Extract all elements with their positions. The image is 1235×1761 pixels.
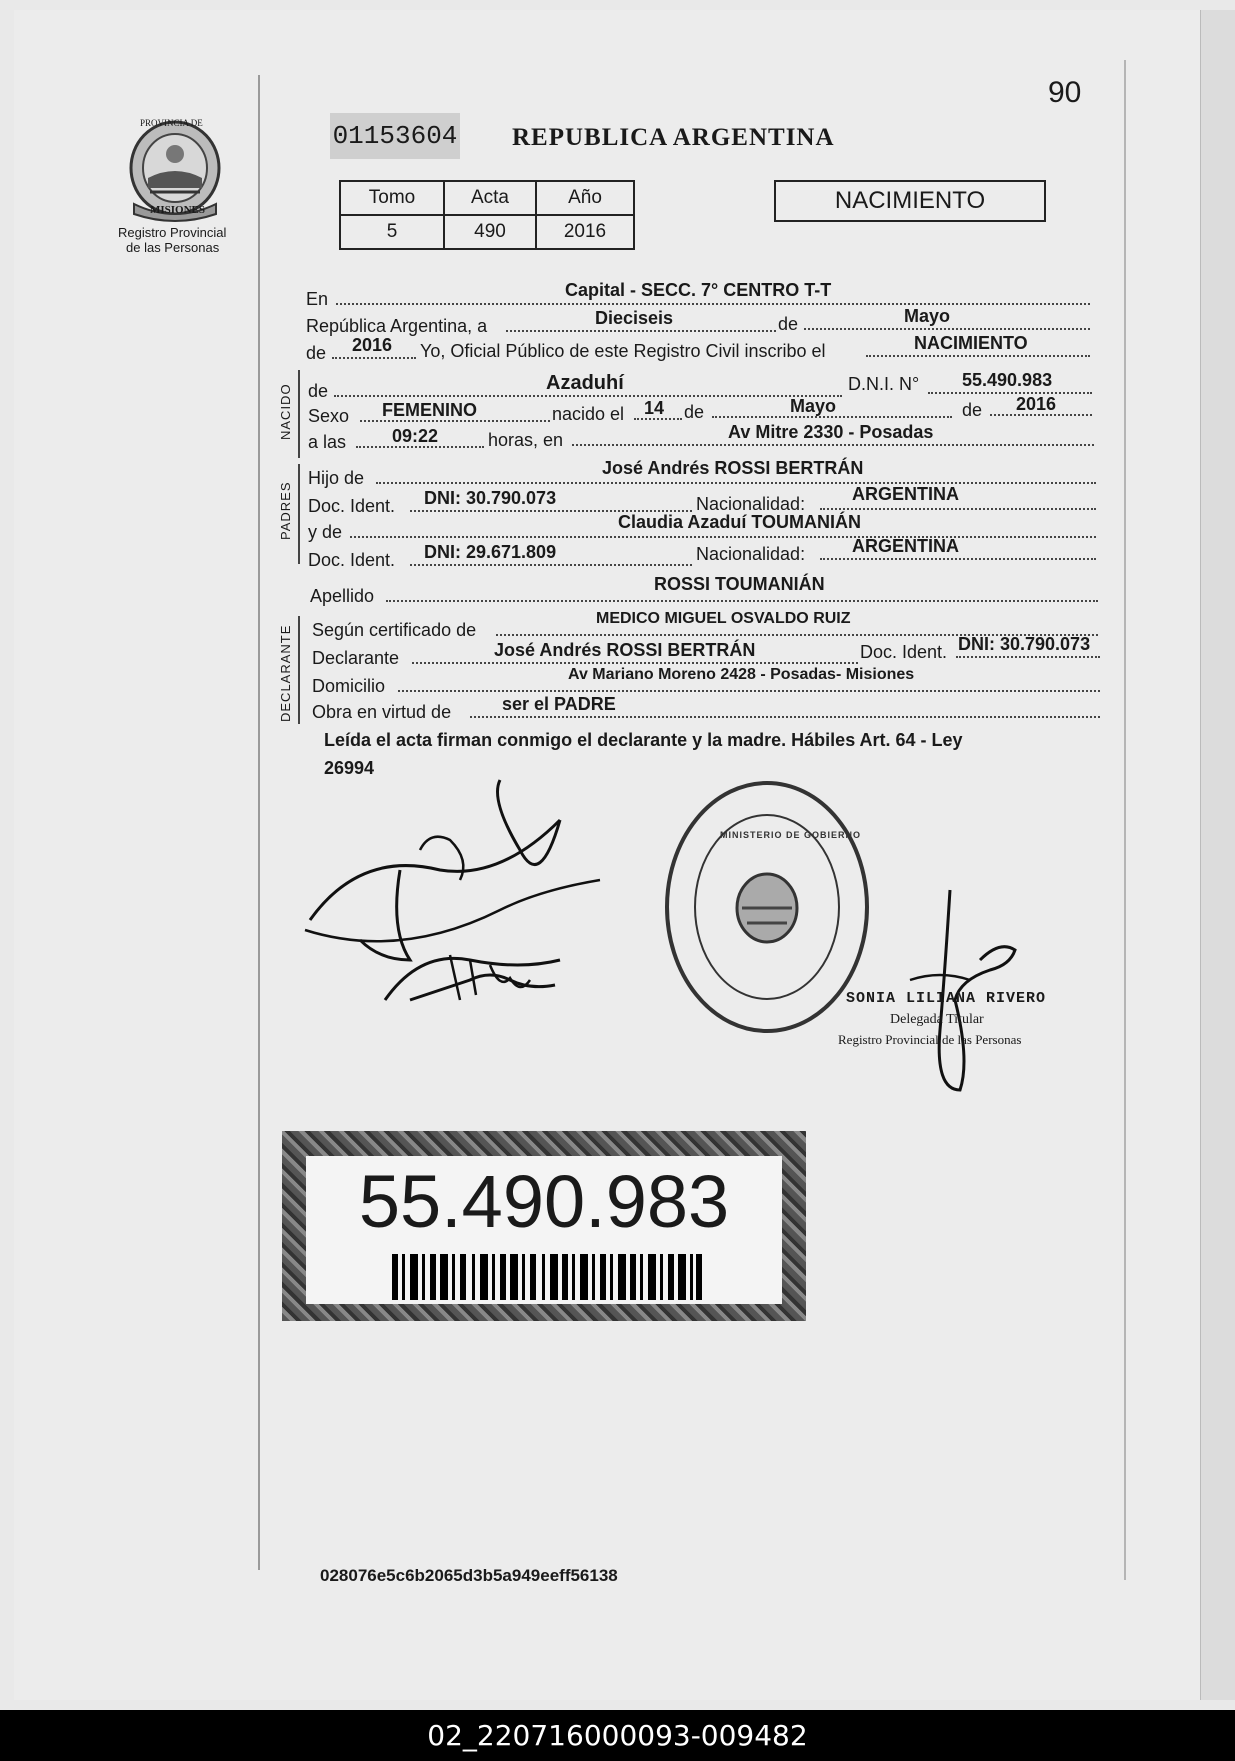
value-obra: ser el PADRE [502,694,616,714]
label-de5: de [962,400,983,420]
dotline [804,328,1090,330]
label-nacionalidad2: Nacionalidad: [696,544,806,564]
label-a-las: a las [308,432,347,452]
value-mes: Mayo [904,306,951,326]
label-de: de [778,314,799,334]
label-sexo: Sexo [308,406,350,426]
official-office: Registro Provincial de las Personas [838,1032,1022,1047]
registry-line2: de las Personas [126,240,220,255]
value-nac-anio: 2016 [1016,394,1057,414]
barcode-number: 55.490.983 [358,1160,730,1243]
value-madre-doc: DNI: 29.671.809 [424,542,557,562]
record-table [339,180,635,250]
side-label-declarante: DECLARANTE [278,624,293,722]
value-declarante-doc: DNI: 30.790.073 [958,634,1091,654]
label-doc-ident3: Doc. Ident. [860,642,948,662]
label-nacionalidad: Nacionalidad: [696,494,806,514]
label-republica: República Argentina, a [306,316,488,336]
value-padre: José Andrés ROSSI BERTRÁN [602,458,864,478]
value-padre-nac: ARGENTINA [852,484,959,504]
value-nac-dia: 14 [644,398,665,418]
barcode-sticker [282,1131,806,1321]
dotline [332,357,416,359]
dotline [398,690,1100,692]
official-role: Delegada Titular [890,1012,984,1027]
barcode-label [306,1156,782,1304]
label-en: En [306,289,329,309]
seal-bottom-text: MISIONES [150,204,206,216]
dotline [820,508,1096,510]
label-hijo-de: Hijo de [308,468,365,488]
closing-line1: Leída el acta firman conmigo el declarante y la madre. Hábiles Art. 64 - Ley [324,730,963,750]
value-lugar: Capital - SECC. 7° CENTRO T-T [565,280,832,300]
label-dni-no: D.N.I. N° [848,374,920,394]
dotline [334,395,842,397]
barcode-bars [392,1254,702,1300]
value-domicilio: Av Mariano Moreno 2428 - Posadas- Misiones [568,666,915,683]
seal-top-text: PROVINCIA DE [140,118,203,128]
section-bar-nacido [298,370,300,458]
document-hash: 028076e5c6b2065d3b5a949eeff56138 [320,1566,618,1585]
section-bar-padres [298,464,300,564]
closing-line2: 26994 [324,758,375,778]
anio-header: Año [536,181,634,215]
value-dni: 55.490.983 [962,370,1053,390]
dotline [928,392,1092,394]
official-stamp [662,778,872,1036]
label-segun: Según certificado de [312,620,477,640]
right-margin-line [1124,60,1126,1580]
footer-id: 02_220716000093-009482 [0,1710,1235,1761]
dotline [350,536,1096,538]
label-domicilio: Domicilio [312,676,386,696]
tomo-value: 5 [340,215,444,249]
value-padre-doc: DNI: 30.790.073 [424,488,557,508]
dotline [376,482,1096,484]
label-yo-oficial: Yo, Oficial Público de este Registro Civil inscribo el [420,341,826,361]
page-number: 90 [1048,76,1082,109]
label-de2: de [306,343,327,363]
underlying-page-edge [1200,10,1235,1700]
label-apellido: Apellido [310,586,375,606]
registry-line1: Registro Provincial [118,225,227,240]
serial-number: 01153604 [330,113,460,159]
label-doc-ident2: Doc. Ident. [308,550,396,570]
value-declarante: José Andrés ROSSI BERTRÁN [494,640,756,660]
value-dia: Dieciseis [595,308,674,328]
official-name: SONIA LILIANA RIVERO [846,990,1047,1007]
dotline [336,303,1090,305]
label-doc-ident: Doc. Ident. [308,496,396,516]
value-nombre: Azaduhí [546,372,624,394]
side-label-nacido: NACIDO [278,383,293,440]
label-de4: de [684,402,705,422]
label-horas-en: horas, en [488,430,564,450]
label-obra: Obra en virtud de [312,702,452,722]
mother-signature [380,940,580,1020]
country-title: REPUBLICA ARGENTINA [512,124,835,151]
label-de3: de [308,381,329,401]
act-type-box: NACIMIENTO [774,180,1046,222]
acta-header: Acta [444,181,536,215]
value-hora: 09:22 [392,426,439,446]
dotline [470,716,1100,718]
value-madre: Claudia Azaduí TOUMANIÁN [618,512,862,532]
dotline [956,656,1100,658]
acta-value: 490 [444,215,536,249]
value-certificado: MEDICO MIGUEL OSVALDO RUIZ [596,610,851,627]
label-nacido-el: nacido el [552,404,625,424]
dotline [412,662,858,664]
value-madre-nac: ARGENTINA [852,536,959,556]
label-y-de: y de [308,522,343,542]
dotline [506,330,776,332]
side-label-padres: PADRES [278,481,293,540]
dotline [572,444,1094,446]
dotline [386,600,1098,602]
dotline [820,558,1096,560]
stamp-inner-text: MINISTERIO DE GOBIERNO [720,830,862,840]
anio-value: 2016 [536,215,634,249]
tomo-header: Tomo [340,181,444,215]
value-inscribe: NACIMIENTO [914,333,1028,353]
dotline [866,355,1090,357]
margin-line [258,75,260,1570]
value-nac-mes: Mayo [790,396,837,416]
value-lugar-nac: Av Mitre 2330 - Posadas [728,422,934,442]
value-sexo: FEMENINO [382,400,478,420]
section-bar-declarante [298,616,300,724]
value-anio: 2016 [352,335,393,355]
value-apellido: ROSSI TOUMANIÁN [654,574,825,594]
label-declarante: Declarante [312,648,400,668]
dotline [410,564,692,566]
